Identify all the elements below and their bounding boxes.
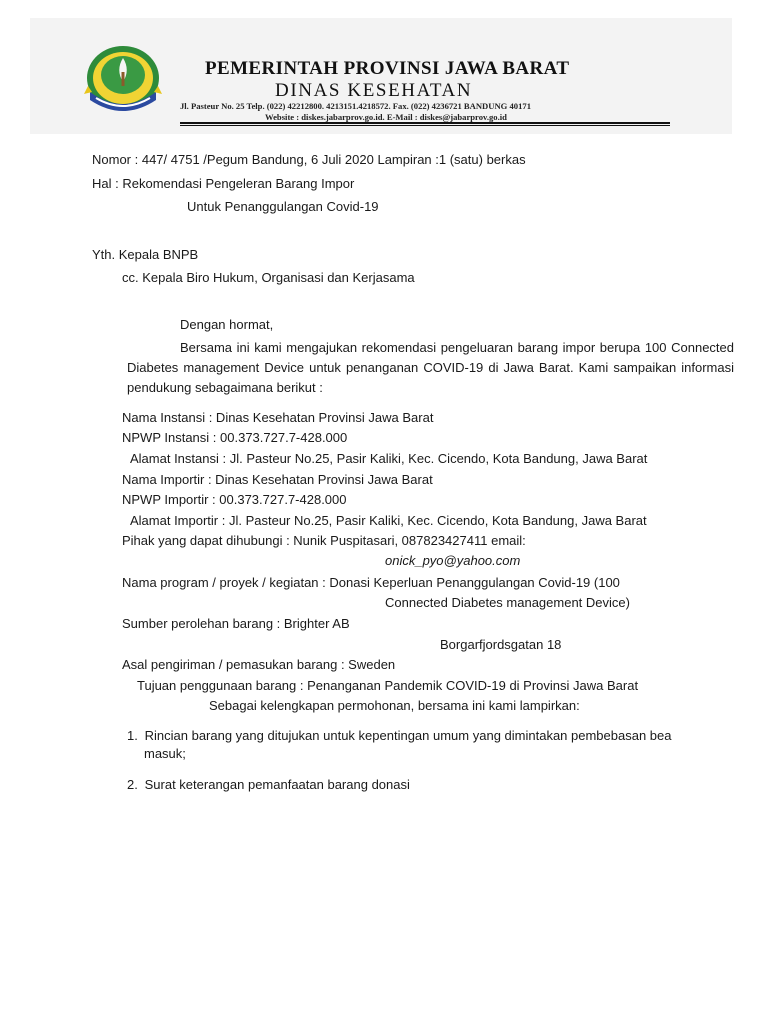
jawa-barat-emblem-icon bbox=[82, 42, 164, 120]
recipient-line: Yth. Kepala BNPB bbox=[92, 247, 199, 262]
attachment-text-cont: masuk; bbox=[144, 746, 186, 761]
alamat-instansi: Alamat Instansi : Jl. Pasteur No.25, Pasir Kaliki, Kec. Cicendo, Kota Bandung, Jawa Barat bbox=[130, 451, 648, 466]
letterhead-address: Jl. Pasteur No. 25 Telp. (022) 42212800. 4213151.4218572. Fax. (022) 4236721 BANDUNG 40171 bbox=[180, 101, 531, 111]
attachment-number: 1. bbox=[127, 728, 138, 743]
body-paragraph: Bersama ini kami mengajukan rekomendasi pengeluaran barang impor berupa 100 Connected Diabetes management Device untuk penanganan COVID-19 di Jawa Barat. Kami sampaikan informasi pendukung sebagaimana berikut : bbox=[127, 340, 734, 395]
letterhead-title: PEMERINTAH PROVINSI JAWA BARAT bbox=[205, 58, 570, 79]
letterhead-website: Website : diskes.jabarprov.go.id. E-Mail : diskes@jabarprov.go.id bbox=[265, 112, 507, 122]
nama-instansi: Nama Instansi : Dinas Kesehatan Provinsi Jawa Barat bbox=[122, 410, 434, 425]
attachment-text: Rincian barang yang ditujukan untuk kepentingan umum yang dimintakan pembebasan bea bbox=[144, 728, 672, 743]
npwp-instansi: NPWP Instansi : 00.373.727.7-428.000 bbox=[122, 430, 348, 445]
program-line: Nama program / proyek / kegiatan : Donasi Keperluan Penanggulangan Covid-19 (100 bbox=[122, 575, 620, 590]
letterhead-rule-thin bbox=[180, 125, 670, 126]
contact-email: onick_pyo@yahoo.com bbox=[385, 553, 521, 568]
letterhead-rule bbox=[180, 122, 670, 124]
npwp-importir: NPWP Importir : 00.373.727.7-428.000 bbox=[122, 492, 347, 507]
alamat-importir: Alamat Importir : Jl. Pasteur No.25, Pasir Kaliki, Kec. Cicendo, Kota Bandung, Jawa Barat bbox=[130, 513, 647, 528]
salutation: Dengan hormat, bbox=[180, 317, 274, 332]
sumber-address: Borgarfjordsgatan 18 bbox=[440, 637, 562, 652]
tujuan-line: Tujuan penggunaan barang : Penanganan Pandemik COVID-19 di Provinsi Jawa Barat bbox=[137, 678, 639, 693]
nama-importir: Nama Importir : Dinas Kesehatan Provinsi Jawa Barat bbox=[122, 472, 433, 487]
kelengkapan-line: Sebagai kelengkapan permohonan, bersama ini kami lampirkan: bbox=[209, 698, 580, 713]
attachment-number: 2. bbox=[127, 777, 138, 792]
asal-line: Asal pengiriman / pemasukan barang : Sweden bbox=[122, 657, 396, 672]
sumber-line: Sumber perolehan barang : Brighter AB bbox=[122, 616, 350, 631]
attachment-item bbox=[127, 776, 732, 794]
nomor-line: Nomor : 447/ 4751 /Pegum Bandung, 6 Juli 2020 Lampiran :1 (satu) berkas bbox=[92, 152, 526, 167]
hal-line-2: Untuk Penanggulangan Covid-19 bbox=[187, 199, 379, 214]
hal-line: Hal : Rekomendasi Pengeleran Barang Impor bbox=[92, 176, 355, 191]
letterhead-subtitle: DINAS KESEHATAN bbox=[275, 80, 473, 101]
attachment-text: Surat keterangan pemanfaatan barang donasi bbox=[144, 777, 410, 792]
contact-person: Pihak yang dapat dihubungi : Nunik Puspitasari, 087823427411 email: bbox=[122, 533, 526, 548]
program-line-2: Connected Diabetes management Device) bbox=[385, 595, 630, 610]
cc-line: cc. Kepala Biro Hukum, Organisasi dan Kerjasama bbox=[122, 270, 415, 285]
attachment-item bbox=[127, 727, 732, 763]
